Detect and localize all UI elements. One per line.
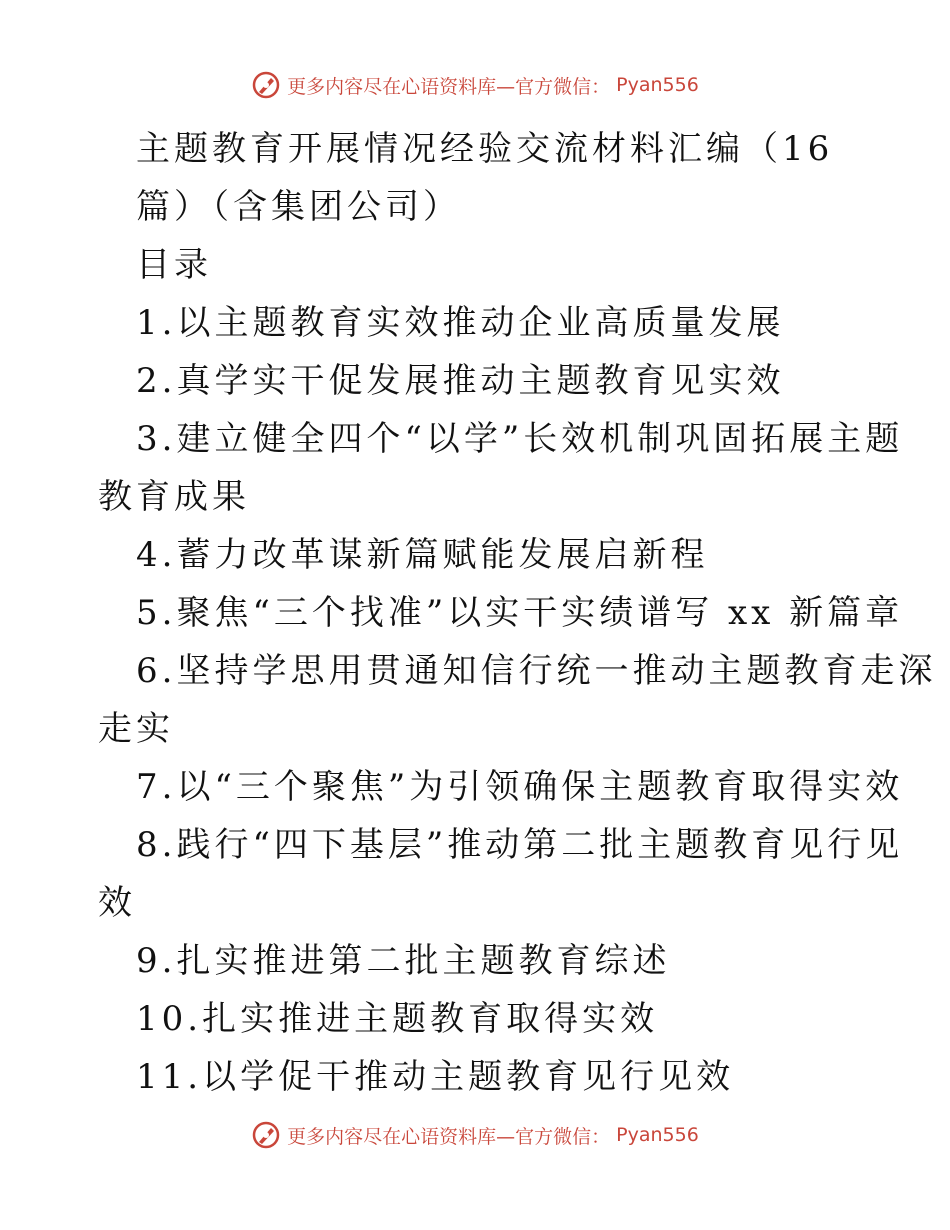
toc-item-4: 4.蓄力改革谋新篇赋能发展启新程	[136, 535, 709, 575]
toc-item-3-cont: 教育成果	[98, 477, 250, 517]
toc-item-8-cont: 效	[98, 883, 136, 923]
toc-item-1: 1.以主题教育实效推动企业高质量发展	[136, 303, 785, 343]
toc-item-11: 11.以学促干推动主题教育见行见效	[136, 1057, 735, 1097]
toc-item-3: 3.建立健全四个“以学”长效机制巩固拓展主题	[136, 419, 904, 459]
watermark-header	[0, 70, 950, 100]
pen-logo-icon	[251, 70, 281, 100]
toc-item-7: 7.以“三个聚焦”为引领确保主题教育取得实效	[136, 767, 904, 807]
toc-item-5: 5.聚焦“三个找准”以实干实绩谱写 xx 新篇章	[136, 593, 904, 633]
watermark-contact: Pyan556	[616, 74, 699, 96]
watermark-text: 更多内容尽在心语资料库—官方微信：	[287, 75, 611, 98]
watermark-footer	[0, 1120, 950, 1150]
toc-item-8: 8.践行“四下基层”推动第二批主题教育见行见	[136, 825, 904, 865]
document-body	[98, 120, 937, 1106]
watermark-text: 更多内容尽在心语资料库—官方微信：	[287, 1125, 611, 1148]
toc-item-9: 9.扎实推进第二批主题教育综述	[136, 941, 671, 981]
document-title-line2: 篇）（含集团公司）	[136, 187, 461, 227]
toc-heading: 目录	[136, 245, 212, 285]
watermark-contact: Pyan556	[616, 1124, 699, 1146]
toc-item-6: 6.坚持学思用贯通知信行统一推动主题教育走深	[136, 651, 937, 691]
pen-logo-icon	[251, 1120, 281, 1150]
document-title-line1: 主题教育开展情况经验交流材料汇编（16	[136, 129, 834, 169]
toc-item-6-cont: 走实	[98, 709, 174, 749]
toc-item-2: 2.真学实干促发展推动主题教育见实效	[136, 361, 785, 401]
toc-item-10: 10.扎实推进主题教育取得实效	[136, 999, 659, 1039]
